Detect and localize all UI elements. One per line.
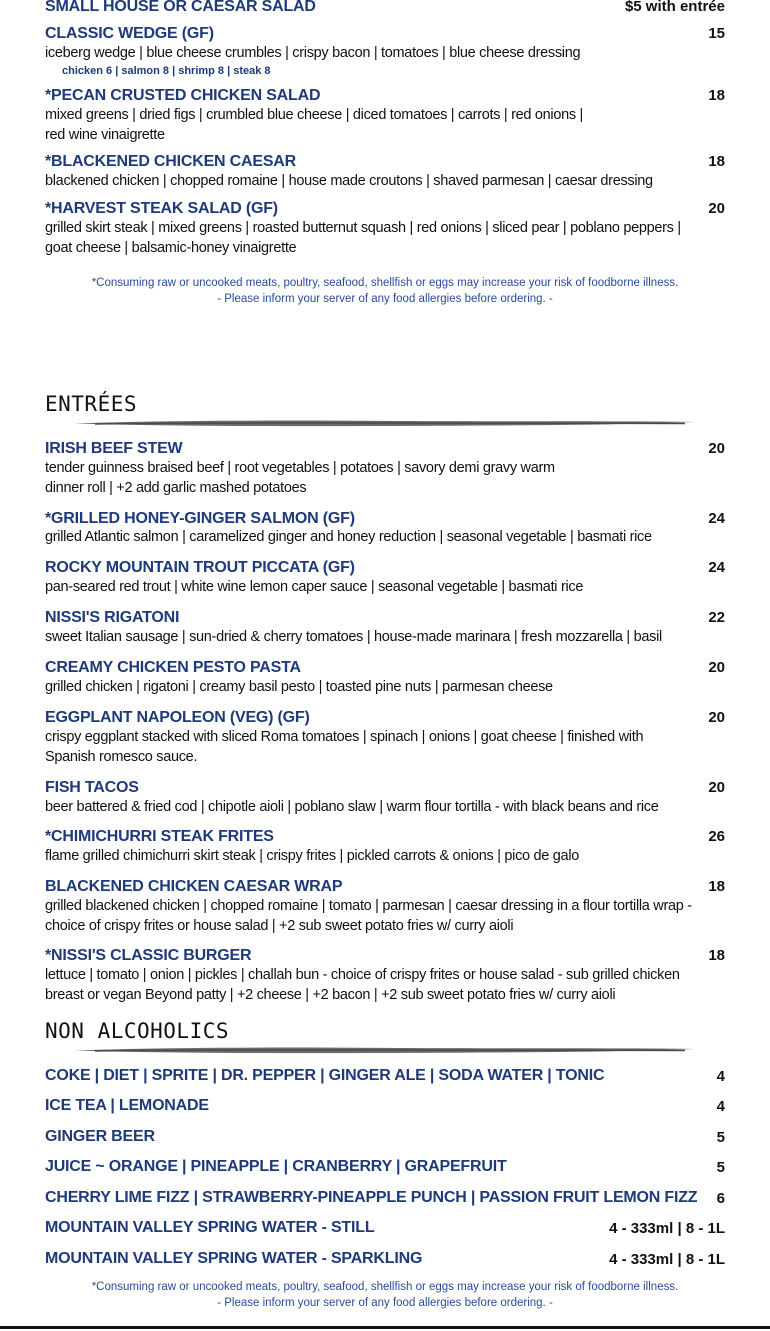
drink-item-price: 6 <box>716 1190 725 1207</box>
menu-item-price: 20 <box>708 659 725 676</box>
menu-item-name: ROCKY MOUNTAIN TROUT PICCATA (GF) <box>45 559 355 576</box>
menu-item-description: blackened chicken | chopped romaine | house made croutons | shaved parmesan | caesar dressing <box>45 173 653 189</box>
menu-item-price: $5 with entrée <box>624 0 725 15</box>
menu-item-price: 18 <box>708 878 725 895</box>
drink-item-name: ICE TEA | LEMONADE <box>45 1097 209 1114</box>
menu-item-price: 20 <box>708 709 725 726</box>
brush-stroke-divider <box>75 419 695 428</box>
menu-item-addons: chicken 6 | salmon 8 | shrimp 8 | steak 8 <box>62 65 271 77</box>
menu-item-name: NISSI'S RIGATONI <box>45 609 180 626</box>
menu-item-price: 20 <box>708 779 725 796</box>
menu-item-price: 22 <box>708 609 725 626</box>
menu-item-name: FISH TACOS <box>45 779 139 796</box>
menu-item-name: *HARVEST STEAK SALAD (GF) <box>45 200 278 217</box>
menu-item-price: 18 <box>708 87 725 104</box>
drink-item-price: 4 <box>716 1068 725 1085</box>
drink-item-price: 5 <box>716 1129 725 1146</box>
drink-item-price: 4 - 333ml | 8 - 1L <box>609 1220 725 1237</box>
menu-item-name: CREAMY CHICKEN PESTO PASTA <box>45 659 301 676</box>
menu-item-name: SMALL HOUSE OR CAESAR SALAD <box>45 0 316 15</box>
drink-item-name: JUICE ~ ORANGE | PINEAPPLE | CRANBERRY | GRAPEFRUIT <box>45 1158 507 1175</box>
menu-item-price: 18 <box>708 947 725 964</box>
disclaimer-line: *Consuming raw or uncooked meats, poultry, seafood, shellfish or eggs may increase your risk of foodborne illness. <box>91 277 679 289</box>
section-title-entrees: ENTRÉES <box>45 392 138 416</box>
menu-item-description: pan-seared red trout | white wine lemon caper sauce | seasonal vegetable | basmati rice <box>45 579 584 595</box>
menu-item-name: *CHIMICHURRI STEAK FRITES <box>45 828 274 845</box>
menu-item-description: grilled Atlantic salmon | caramelized ginger and honey reduction | seasonal vegetable | basmati rice <box>45 529 652 545</box>
menu-item-name: *BLACKENED CHICKEN CAESAR <box>45 153 297 170</box>
disclaimer-line: *Consuming raw or uncooked meats, poultry, seafood, shellfish or eggs may increase your risk of foodborne illness. <box>91 1281 679 1293</box>
menu-item-price: 26 <box>708 828 725 845</box>
menu-item-description: lettuce | tomato | onion | pickles | challah bun - choice of crispy frites or house salad - sub grilled chicken breast or vegan Beyond patty | +2 cheese | +2 bacon | +2 sub sweet potato fries w/ curry aioli <box>45 967 680 1003</box>
menu-item-name: *GRILLED HONEY-GINGER SALMON (GF) <box>45 510 355 527</box>
menu-item-price: 20 <box>708 200 725 217</box>
menu-item-price: 24 <box>708 510 725 527</box>
drink-item-name: MOUNTAIN VALLEY SPRING WATER - SPARKLING <box>45 1250 423 1267</box>
menu-item-description: grilled chicken | rigatoni | creamy basil pesto | toasted pine nuts | parmesan cheese <box>45 679 553 695</box>
menu-item-price: 18 <box>708 153 725 170</box>
drink-item-price: 4 - 333ml | 8 - 1L <box>609 1251 725 1268</box>
menu-item-description: iceberg wedge | blue cheese crumbles | crispy bacon | tomatoes | blue cheese dressing <box>45 45 581 61</box>
menu-item-name: *NISSI'S CLASSIC BURGER <box>45 947 252 964</box>
menu-item-description: crispy eggplant stacked with sliced Roma tomatoes | spinach | onions | goat cheese | finished with Spanish romesco sauce. <box>45 729 644 765</box>
menu-item-description: flame grilled chimichurri skirt steak | crispy frites | pickled carrots & onions | pico de galo <box>45 848 580 864</box>
menu-item-name: EGGPLANT NAPOLEON (VEG) (GF) <box>45 709 310 726</box>
menu-item-description: sweet Italian sausage | sun-dried & cherry tomatoes | house-made marinara | fresh mozzarella | basil <box>45 629 662 645</box>
menu-item-price: 15 <box>708 25 725 42</box>
drink-item-price: 4 <box>716 1098 725 1115</box>
menu-item-description: grilled skirt steak | mixed greens | roasted butternut squash | red onions | sliced pear | poblano peppers | goat cheese | balsamic-honey vinaigrette <box>45 220 681 256</box>
menu-item-description: mixed greens | dried figs | crumbled blue cheese | diced tomatoes | carrots | red onions | red wine vinaigrette <box>45 107 584 143</box>
menu-item-description: beer battered & fried cod | chipotle aioli | poblano slaw | warm flour tortilla - with black beans and rice <box>45 799 659 815</box>
menu-item-name: CLASSIC WEDGE (GF) <box>45 25 214 42</box>
menu-item-name: *PECAN CRUSTED CHICKEN SALAD <box>45 87 321 104</box>
drink-item-name: CHERRY LIME FIZZ | STRAWBERRY-PINEAPPLE PUNCH | PASSION FRUIT LEMON FIZZ <box>45 1189 698 1206</box>
page-bottom-border <box>0 1326 770 1329</box>
drink-item-name: MOUNTAIN VALLEY SPRING WATER - STILL <box>45 1219 375 1236</box>
menu-item-description: tender guinness braised beef | root vegetables | potatoes | savory demi gravy warm dinner roll | +2 add garlic mashed potatoes <box>45 460 555 496</box>
menu-item-price: 20 <box>708 440 725 457</box>
drink-item-price: 5 <box>716 1159 725 1176</box>
section-title-non-alcoholics: NON ALCOHOLICS <box>45 1019 230 1043</box>
disclaimer-line: - Please inform your server of any food allergies before ordering. - <box>217 293 553 305</box>
menu-item-price: 24 <box>708 559 725 576</box>
drink-item-name: COKE | DIET | SPRITE | DR. PEPPER | GINGER ALE | SODA WATER | TONIC <box>45 1067 605 1084</box>
brush-stroke-divider <box>75 1046 695 1055</box>
disclaimer-line: - Please inform your server of any food allergies before ordering. - <box>217 1297 553 1309</box>
menu-item-name: BLACKENED CHICKEN CAESAR WRAP <box>45 878 343 895</box>
menu-item-description: grilled blackened chicken | chopped romaine | tomato | parmesan | caesar dressing in a flour tortilla wrap - choice of crispy frites or house salad | +2 sub sweet potato fries w/ curry aioli <box>45 898 692 934</box>
drink-item-name: GINGER BEER <box>45 1128 155 1145</box>
menu-item-name: IRISH BEEF STEW <box>45 440 183 457</box>
